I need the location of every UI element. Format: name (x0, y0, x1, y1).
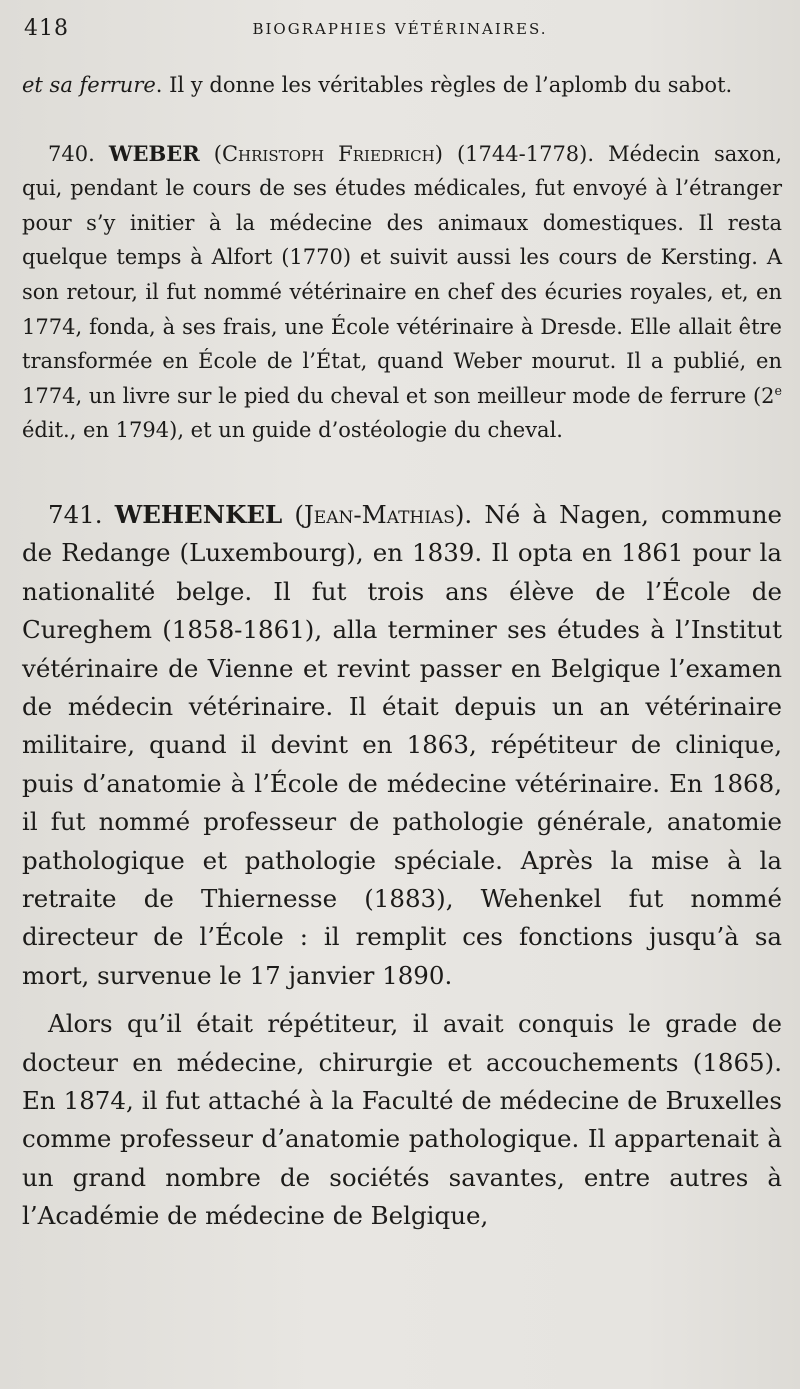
entry-number: 740. (48, 141, 95, 166)
continuation-text: . Il y donne les véritables règles de l’aplomb du sabot. (155, 73, 733, 97)
entry-741-paragraph-2: Alors qu’il était répétiteur, il avait conquis le grade de docteur en médecine, chirurgie et accouchements (1865). En 1874, il fut attaché à la Faculté de médecine de Bruxelles comme professeur d’anatomie pathologique. Il appartenait à un grand nombre de sociétés savantes, entre autres à l’Académie de médecine de Belgique, (22, 1009, 782, 1231)
superscript: e (774, 382, 782, 398)
entry-740-paragraph: 740. WEBER (Christoph Friedrich) (1744-1778). Médecin saxon, qui, pendant le cours de ses études médicales, fut envoyé à l’étranger pour s’y initier à la médecine des animaux domestiques. Il resta quelque temps à Alfort (1770) et suivit aussi les cours de Kersting. A son retour, il fut nommé vétérinaire en chef des écuries royales, et, en 1774, fonda, à ses frais, une École vétérinaire à Dresde. Elle allait être transformée en École de l’État, quand Weber mourut. Il a publié, en 1774, un livre sur le pied du cheval et son meilleur mode de ferrure (2e édit., en 1794), et un guide d’ostéologie du cheval. (22, 140, 782, 443)
continuation-paragraph (22, 68, 782, 103)
entry-name: WEHENKEL (114, 499, 283, 529)
entry-text-part1: (1744-1778). Médecin saxon, qui, pendant le cours de ses études médicales, fut envoyé à l’étranger pour s’y initier à la médecine des animaux domestiques. Il resta quelque temps à Alfort (1770) et suivit aussi les cours de Kersting. A son retour, il fut nommé vétérinaire en chef des écuries royales, et, en 1774, fonda, à ses frais, une École vétérinaire à Dresde. Elle allait être transformée en École de l’État, quand Weber mourut. Il a publié, en 1774, un livre sur le pied du cheval et son meilleur mode de ferrure (2 (22, 141, 782, 408)
entry-given-names: Christoph Friedrich (221, 141, 435, 166)
entry-given-names: Jean-Mathias (303, 499, 455, 529)
entry-text-part2: édit., en 1794), et un guide d’ostéologie du cheval. (22, 418, 563, 443)
entry-741-paragraph: 741. WEHENKEL (Jean-Mathias). Né à Nagen, commune de Redange (Luxembourg), en 1839. Il opta en 1861 pour la nationalité belge. Il fut trois ans élève de l’École de Cureghem (1858-1861), alla terminer ses études à l’Institut vétérinaire de Vienne et revint passer en Belgique l’examen de médecin vétérinaire. Il était depuis un an vétérinaire militaire, quand il devint en 1863, répétiteur de clinique, puis d’anatomie à l’École de médecine vétérinaire. En 1868, il fut nommé professeur de pathologie générale, anatomie pathologique et pathologie spéciale. Après la mise à la retraite de Thiernesse (1883), Wehenkel fut nommé directeur de l’École : il remplit ces fonctions jusqu’à sa mort, survenue le 17 janvier 1890. (22, 499, 782, 990)
entry-name: WEBER (108, 140, 200, 166)
page-header (24, 16, 776, 46)
italic-title: et sa ferrure (22, 73, 156, 97)
entry-text: ). Né à Nagen, commune de Redange (Luxembourg), en 1839. Il opta en 1861 pour la nationalité belge. Il fut trois ans élève de l’École de Cureghem (1858-1861), alla terminer ses études à l’Institut vétérinaire de Vienne et revint passer en Belgique l’examen de médecin vétérinaire. Il était depuis un an vétérinaire militaire, quand il devint en 1863, répétiteur de clinique, puis d’anatomie à l’École de médecine vétérinaire. En 1868, il fut nommé professeur de pathologie générale, anatomie pathologique et pathologie spéciale. Après la mise à la retraite de Thiernesse (1883), Wehenkel fut nommé directeur de l’École : il remplit ces fonctions jusqu’à sa mort, survenue le 17 janvier 1890. (22, 499, 782, 990)
page-number: 418 (24, 16, 69, 41)
entry-number: 741. (48, 499, 103, 529)
running-head: BIOGRAPHIES VÉTÉRINAIRES. (252, 20, 548, 38)
page-body (22, 68, 782, 1236)
